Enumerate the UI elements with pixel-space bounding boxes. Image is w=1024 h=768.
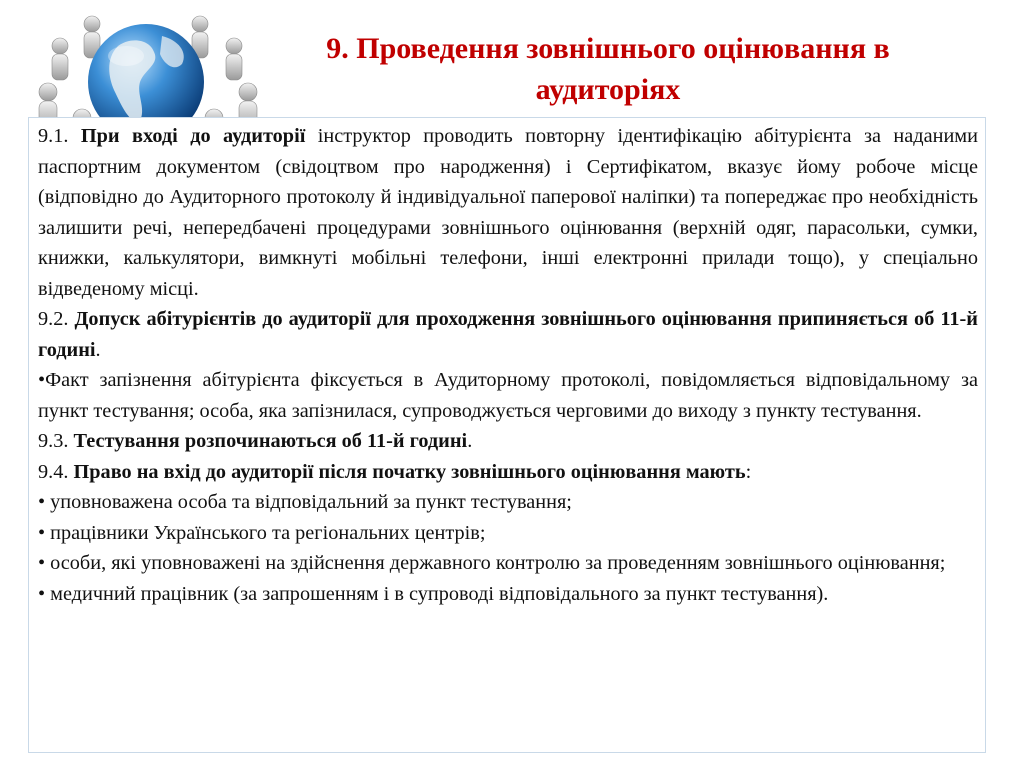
punctuation: .: [95, 338, 101, 361]
punctuation: .: [467, 430, 473, 452]
list-item-text: медичний працівник (за запрошенням і в супроводі відповідального за пункт тестування).: [50, 582, 829, 605]
section-heading: Допуск абітурієнтів до аудиторії для проходження зовнішнього оцінювання припиняється об 11-й годині: [38, 308, 978, 361]
section-9-4: [38, 457, 978, 488]
punctuation: :: [745, 460, 752, 483]
list-item-text: особи, які уповноважені на здійснення державного контролю за проведенням зовнішнього оцінювання;: [50, 552, 946, 574]
list-item-text: працівники Українського та регіональних центрів;: [50, 521, 486, 544]
bullet-icon: •: [38, 552, 46, 574]
section-number: 9.4.: [38, 460, 69, 483]
section-9-2: [38, 304, 978, 365]
section-number: 9.2.: [38, 308, 69, 330]
bullet-icon: •: [38, 521, 46, 544]
section-9-1: [38, 121, 978, 304]
section-9-3: [38, 426, 978, 457]
list-item-text: уповноважена особа та відповідальний за пункт тестування;: [50, 491, 572, 513]
section-number: 9.3.: [38, 430, 69, 452]
section-text: інструктор проводить повторну ідентифікацію абітурієнта за наданими паспортним документом (свідоцтвом про народження) і Сертифікатом, вказує йому робоче місце (відповідно до Аудиторного протоколу й індивідуальної паперової наліпки) та попереджає про необхідність залишити речі, непередбачені процедурами зовнішнього оцінювання (верхній одяг, парасольки, сумки, книжки, калькулятори, вимкнуті мобільні телефони, інші електронні прилади тощо), у спеціально відведеному місці.: [38, 125, 978, 300]
list-item: [38, 518, 978, 549]
section-heading: Право на вхід до аудиторії після початку зовнішнього оцінювання мають: [73, 460, 746, 483]
bullet-icon: •: [38, 582, 46, 605]
content-body: [38, 121, 978, 609]
page-title: 9. Проведення зовнішнього оцінювання в аудиторіях: [326, 32, 890, 106]
section-heading: При вході до аудиторії: [80, 125, 306, 147]
late-arrival-note: •Факт запізнення абітурієнта фіксується в Аудиторному протоколі, повідомляється відповідальному за пункт тестування; особа, яка запізнилася, супроводжується черговими до виходу з пункту тестування.: [38, 369, 978, 422]
bullet-icon: •: [38, 491, 46, 513]
section-heading: Тестування розпочинаються об 11-й годині: [73, 430, 468, 452]
list-item: [38, 548, 978, 579]
list-item: [38, 579, 978, 610]
section-number: 9.1.: [38, 125, 69, 147]
list-item: [38, 487, 978, 518]
